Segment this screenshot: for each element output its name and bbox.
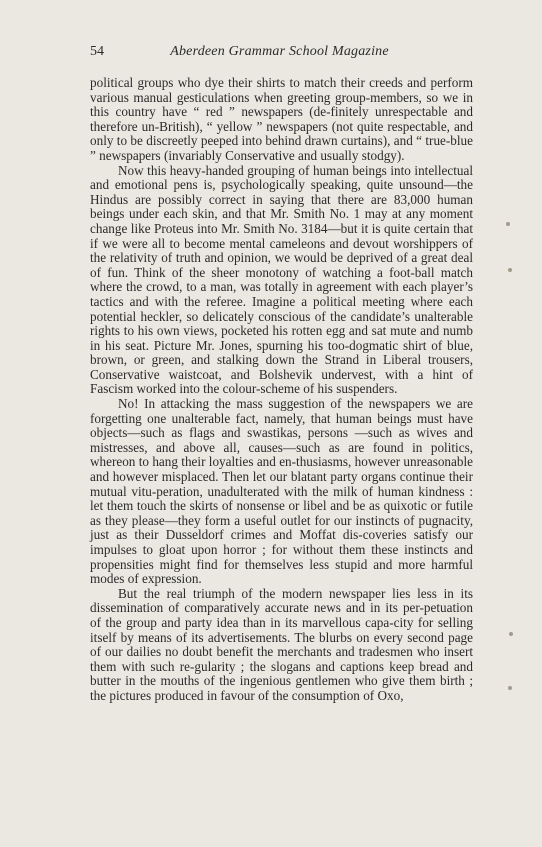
blemish-dot (506, 222, 510, 226)
page-number: 54 (90, 44, 104, 59)
paragraph-1: political groups who dye their shirts to match their creeds and perform various manual gesticulations when greeting group-members, so we in this country have “ red ” newspapers (de-finitely unrespectable and therefore un-British), “ yellow ” newspapers (not quite respectable, and only to be discreetly peeped into behind drawn curtains), and “ true-blue ” newspapers (invariably Conservative and usually stodgy). (90, 75, 473, 163)
paragraph-2: Now this heavy-handed grouping of human beings into intellectual and emotional pens is, psychologically speaking, quite unsound—the Hindus are possibly correct in saying that there are 83,000 human beings under each skin, and that Mr. Smith No. 1 may at any moment change like Proteus into Mr. Smith No. 3184—but it is quite certain that if we were all to become mental cameleons and devout worshippers of the relativity of truth and opinion, we would be deprived of a great deal of fun. Think of the sheer monotony of watching a foot-ball match where the crowd, to a man, was totally in agreement with each player’s tactics and with the referee. Imagine a political meeting where each potential heckler, so delicately conscious of the candidate’s unalterable rights to his own views, pocketed his rotten egg and sat mute and numb in his seat. Picture Mr. Jones, spurning his too-dogmatic shirt of blue, brown, or green, and stalking down the Strand in Liberal trousers, Conservative waistcoat, and Bolshevik undervest, with a hint of Fascism worked into the colour-scheme of his suspenders. (90, 162, 473, 397)
paragraph-3: No! In attacking the mass suggestion of the newspapers we are forgetting one unalterable fact, namely, that human beings must have objects—such as flags and swastikas, persons —such as wives and mistresses, and above all, causes—such as are found in politics, whereon to hang their loyalties and en-thusiasms, however unreasonable and however misplaced. Then let our blatant party organs continue their mutual vitu-peration, unadulterated with the milk of human kindness : let them touch the skirts of nonsense or libel and be as quixotic or futile as they please—they form a useful outlet for our instincts of pugnacity, just as their Dusseldorf crimes and Moffat dis-coveries satisfy our impulses to gloat upon horror ; for without them these instincts and propensities might find for themselves less stupid and more harmful modes of expression. (90, 396, 473, 587)
blemish-dot (508, 268, 512, 272)
paragraph-4: But the real triumph of the modern newspaper lies less in its dissemination of comparatively accurate news and in its per-petuation of the group and party idea than in its marvellous capa-city for selling itself by means of its advertisements. The blurbs on every second page of our dailies no doubt benefit the merchants and tradesmen who insert them with such re-gularity ; the slogans and captions keep bread and butter in the mouths of the ingenious gentlemen who give them birth ; the pictures produced in favour of the consumption of Oxo, (90, 585, 473, 703)
blemish-dot (509, 632, 513, 636)
blemish-dot (508, 686, 512, 690)
article-body (90, 76, 473, 704)
running-title: Aberdeen Grammar School Magazine (170, 44, 389, 59)
page-header (88, 44, 471, 64)
